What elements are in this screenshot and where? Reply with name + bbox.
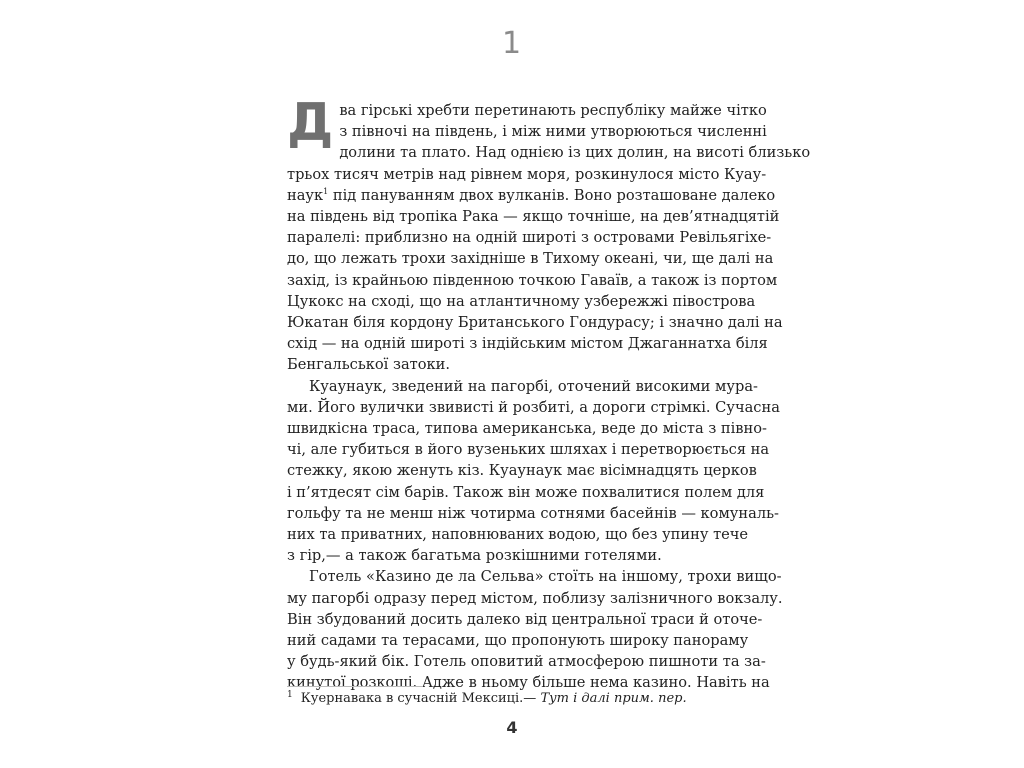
- chapter-number: 1: [501, 26, 523, 61]
- footnote-italic-text: Тут і далі прим. пер.: [540, 691, 687, 706]
- page-number: 4: [506, 718, 518, 737]
- text-line: ми. Його вулички звивисті й розбиті, а дороги стрімкі. Сучасна: [287, 398, 780, 416]
- text-line: Юкатан біля кордону Британського Гондурасу; і значно далі на: [287, 314, 783, 332]
- paragraph-2: [287, 376, 780, 567]
- text-line: Цукокс на сході, що на атлантичному узбережжі півострова: [287, 292, 756, 310]
- text-line: схід — на одній широті з індійським містом Джаганнатха біля: [287, 335, 768, 353]
- text-line: ний садами та терасами, що пропонують широку панораму: [287, 632, 749, 650]
- text-fragment: наук: [287, 186, 324, 204]
- text-line: захід, із крайньою південною точкою Гаваїв, а також із портом: [287, 271, 778, 289]
- text-line: кинутої розкоші. Адже в ньому більше нема казино. Навіть на: [287, 674, 770, 692]
- text-line: паралелі: приблизно на одній широті з островами Ревільягіхе-: [287, 229, 772, 247]
- text-line: на південь від тропіка Рака — якщо точніше, на дев’ятнадцятій: [287, 208, 780, 226]
- text-line: трьох тисяч метрів над рівнем моря, розкинулося місто Куау-: [287, 165, 767, 183]
- text-line: Готель «Казино де ла Сельва» стоїть на іншому, трохи вищо-: [309, 568, 782, 586]
- footnote-divider: [287, 686, 423, 687]
- footnote-reference: 1: [323, 186, 329, 196]
- text-line: Бенгальської затоки.: [287, 356, 450, 374]
- text-line: чі, але губиться в його вузеньких шляхах і перетворюється на: [287, 441, 770, 459]
- text-line: них та приватних, наповнюваних водою, що без упину тече: [287, 526, 749, 544]
- footnote-mark: 1: [287, 689, 293, 700]
- text-line: му пагорбі одразу перед містом, поблизу залізничного вокзалу.: [287, 589, 783, 607]
- text-line: і п’ятдесят сім барів. Також він може похвалитися полем для: [287, 483, 765, 501]
- text-line: швидкісна траса, типова американська, веде до міста з півно-: [287, 420, 767, 438]
- text-line: з півночі на південь, і між ними утворюються численні: [339, 123, 767, 141]
- footnote: [287, 690, 735, 708]
- body-text: [287, 93, 811, 694]
- text-line: Куаунаук, зведений на пагорбі, оточений високими мура-: [309, 377, 758, 395]
- text-line: долини та плато. Над однією із цих долин, на висоті близько: [339, 144, 811, 162]
- paragraph-1: [287, 93, 811, 376]
- text-line: гольфу та не менш ніж чотирма сотнями басейнів — комуналь-: [287, 504, 779, 522]
- text-line: до, що лежать трохи західніше в Тихому океані, чи, ще далі на: [287, 250, 774, 268]
- text-line: у будь-який бік. Готель оповитий атмосферою пишноти та за-: [287, 653, 766, 671]
- text-line: ва гірські хребти перетинають республіку майже чітко: [339, 102, 767, 119]
- text-line: стежку, якою женуть кіз. Куаунаук має вісімнадцять церков: [287, 462, 757, 480]
- text-line: [287, 185, 776, 206]
- footnote-text: Куернавака в сучасній Мексиці.—: [300, 691, 541, 706]
- paragraph-3: [287, 566, 783, 693]
- text-line: з гір,— а також багатьма розкішними готелями.: [287, 547, 662, 565]
- text-fragment: під пануванням двох вулканів. Воно розташоване далеко: [328, 186, 776, 204]
- text-line: Він збудований досить далеко від центральної траси й оточе-: [287, 610, 763, 628]
- drop-cap: Д: [287, 93, 334, 153]
